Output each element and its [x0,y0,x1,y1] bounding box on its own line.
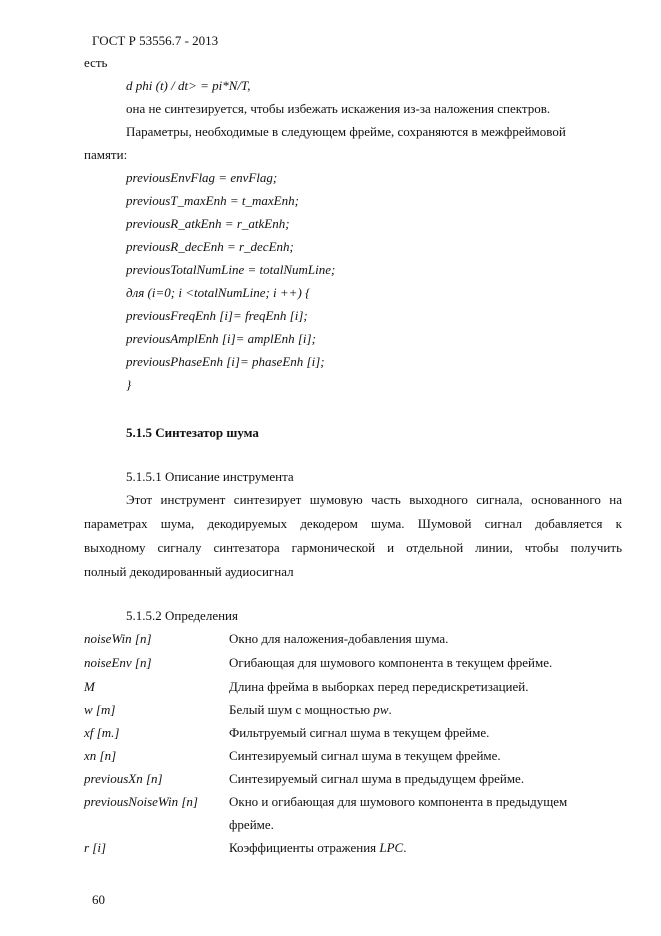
code-line: previousR_atkEnh = r_atkEnh; [126,216,290,231]
definition-text: Окно для наложения-добавления шума. [229,631,449,646]
definition-term: w [m] [84,702,116,717]
code-line: previousPhaseEnh [i]= phaseEnh [i]; [126,354,325,369]
formula: d phi (t) / dt> = pi*N/T, [126,78,251,93]
definition-text: Огибающая для шумового компонента в текущем фрейме. [229,655,553,670]
definition-text: Синтезируемый сигнал шума в предыдущем фрейме. [229,771,525,786]
code-line: previousT_maxEnh = t_maxEnh; [126,193,299,208]
definition-term: xf [m.] [84,725,120,740]
paragraph-line: выходному сигналу синтезатора гармонической и отдельной линии, чтобы получить [84,540,622,555]
definition-text-end: . [403,840,407,855]
code-line: previousFreqEnh [i]= freqEnh [i]; [126,308,308,323]
section-heading: 5.1.5 Синтезатор шума [126,425,259,440]
definition-term: previousXn [n] [84,771,163,786]
paragraph-line: полный декодированный аудиосигнал [84,564,294,579]
definition-term: noiseWin [n] [84,631,152,646]
intro-params-line-2: памяти: [84,147,128,162]
definition-text-continued: фрейме. [229,817,274,832]
paragraph-line: Этот инструмент синтезирует шумовую часть выходного сигнала, основанного на [126,492,622,507]
code-line: previousR_decEnh = r_decEnh; [126,239,294,254]
definition-text-italic: pw [373,702,389,717]
code-line: для (i=0; i <totalNumLine; i ++) { [126,285,311,300]
definition-text [229,840,406,856]
definition-term: M [84,679,95,694]
definition-text-part: Белый шум с мощностью [229,702,374,717]
definition-text-end: . [388,702,392,717]
definition-text [229,702,392,718]
code-line: previousEnvFlag = envFlag; [126,170,278,185]
definition-text: Длина фрейма в выборках перед передискретизацией. [229,679,529,694]
definition-term: previousNoiseWin [n] [84,794,198,809]
document-header-title: ГОСТ Р 53556.7 - 2013 [92,33,219,48]
code-line: previousAmplEnh [i]= amplEnh [i]; [126,331,316,346]
definition-term: noiseEnv [n] [84,655,152,670]
definition-text-italic: LPC [379,840,404,855]
intro-lead: есть [84,55,108,70]
code-line: previousTotalNumLine = totalNumLine; [126,262,336,277]
definition-text-part: Коэффициенты отражения [229,840,380,855]
intro-params-line-1: Параметры, необходимые в следующем фрейме, сохраняются в межфреймовой [126,124,566,139]
intro-note: она не синтезируется, чтобы избежать искажения из-за наложения спектров. [126,101,551,116]
definition-text: Окно и огибающая для шумового компонента в предыдущем [229,794,568,809]
definition-text: Фильтруемый сигнал шума в текущем фрейме. [229,725,490,740]
subsection-heading: 5.1.5.2 Определения [126,608,238,623]
paragraph-line: параметрах шума, декодируемых декодером шума. Шумовой сигнал добавляется к [84,516,622,531]
definition-term: r [i] [84,840,107,855]
code-line: } [126,377,132,392]
page-number: 60 [92,892,105,907]
subsection-heading: 5.1.5.1 Описание инструмента [126,469,294,484]
definition-text: Синтезируемый сигнал шума в текущем фрейме. [229,748,501,763]
definition-term: xn [n] [84,748,117,763]
